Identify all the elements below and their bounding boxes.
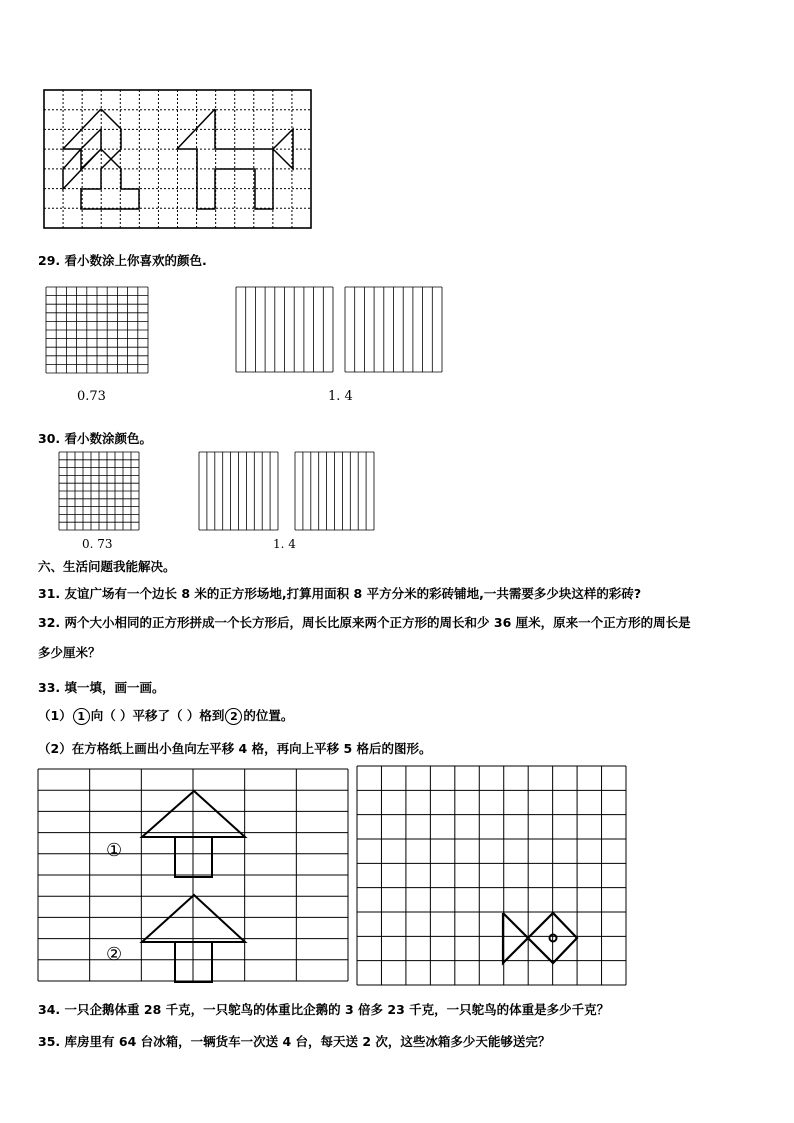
label-circle-2: ②	[106, 944, 123, 965]
q33-sub1-mid: 向（ ）平移了（ ）格到	[90, 708, 225, 723]
q30-hundredths-grid	[59, 452, 141, 532]
circled-2-mark: 2	[225, 708, 242, 725]
q30-text: 看小数涂颜色。	[64, 431, 153, 446]
q33-sub2: （2）在方格纸上画出小鱼向左平移 4 格，再向上平移 5 格后的图形。	[38, 741, 432, 756]
q33-number: 33.	[38, 680, 61, 695]
q29-tenths-strip-1	[236, 287, 334, 373]
q30-tenths-strip-2	[295, 452, 375, 532]
q35-number: 35.	[38, 1034, 61, 1049]
q31-line	[38, 584, 641, 602]
q34-text: 一只企鹅体重 28 千克，一只鸵鸟的体重比企鹅的 3 倍多 23 千克，一只鸵鸟的体重是多少千克？	[64, 1002, 610, 1017]
q34-line	[38, 1000, 609, 1018]
circled-1-mark: 1	[73, 708, 90, 725]
q34-number: 34.	[38, 1002, 61, 1017]
q32-number: 32.	[38, 615, 61, 630]
q33-left-grid	[38, 769, 350, 983]
q33-sub1-suffix: 的位置。	[243, 708, 294, 723]
fish-shape	[503, 913, 528, 963]
top-grid-figure	[44, 90, 312, 230]
q29-hundredths-grid	[46, 287, 148, 375]
q30-line	[38, 429, 152, 447]
q29-text: 看小数涂上你喜欢的颜色.	[64, 253, 207, 268]
dotted-grid-lines	[44, 90, 311, 228]
q29-number: 29.	[38, 253, 61, 268]
q33-sub1	[38, 706, 293, 725]
q29-label-right: 1. 4	[328, 389, 353, 404]
q32-line2: 多少厘米？	[38, 645, 101, 660]
q33-sub1-prefix: （1）	[38, 708, 72, 723]
q31-text: 友谊广场有一个边长 8 米的正方形场地,打算用面积 8 平方分米的彩砖铺地,一共需要多少块这样的彩砖?	[64, 586, 642, 601]
q30-label-left: 0. 73	[82, 537, 113, 551]
q32-text-1: 两个大小相同的正方形拼成一个长方形后，周长比原来两个正方形的周长和少 36 厘米，原来一个正方形的周长是	[64, 615, 691, 630]
section-6-heading: 六、生活问题我能解决。	[38, 559, 176, 574]
q29-label-left: 0.73	[77, 389, 106, 404]
q35-line	[38, 1032, 550, 1050]
q30-label-right: 1. 4	[273, 537, 296, 551]
q30-number: 30.	[38, 431, 61, 446]
q29-line	[38, 251, 207, 269]
q33-text: 填一填，画一画。	[64, 680, 165, 695]
q30-tenths-strip-1	[199, 452, 279, 532]
q33-line	[38, 678, 165, 696]
q31-number: 31.	[38, 586, 61, 601]
q33-right-grid	[357, 766, 627, 986]
q29-tenths-strip-2	[345, 287, 443, 373]
label-circle-1: ①	[106, 840, 123, 861]
q35-text: 库房里有 64 台冰箱，一辆货车一次送 4 台，每天送 2 次，这些冰箱多少天能够送完？	[64, 1034, 551, 1049]
q32-line1	[38, 613, 691, 631]
